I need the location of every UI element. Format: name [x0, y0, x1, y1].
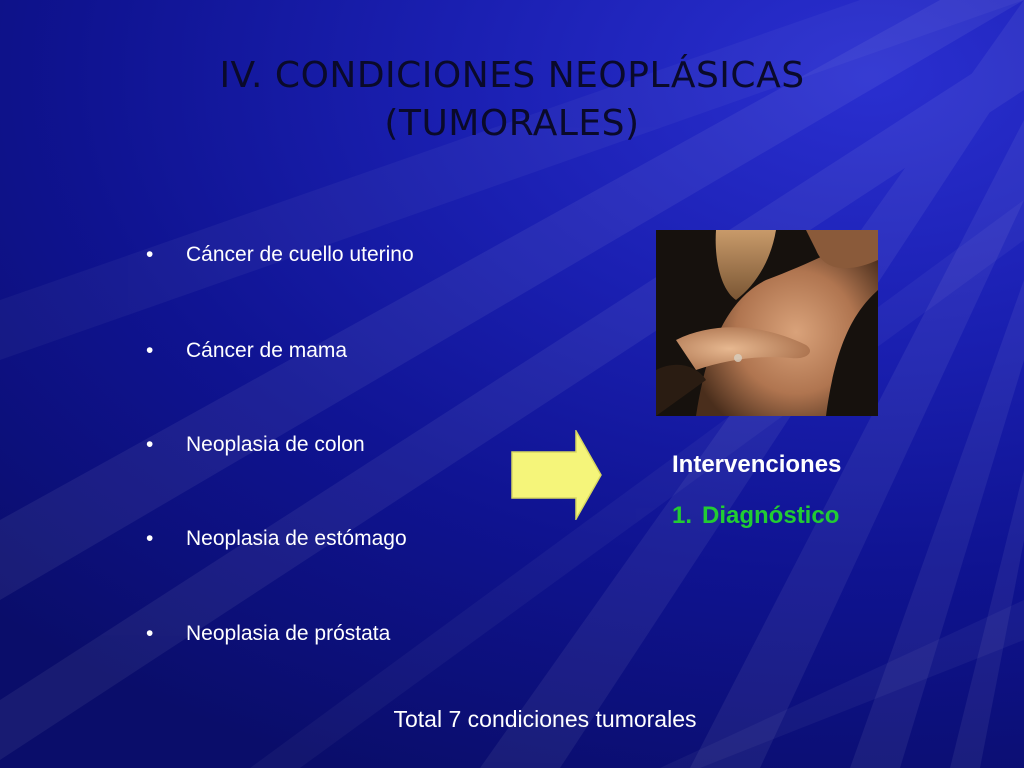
list-item-label: Neoplasia de próstata — [186, 622, 391, 645]
right-arrow-icon — [510, 430, 602, 520]
interventions-heading: Intervenciones — [672, 451, 842, 478]
list-item — [146, 621, 390, 647]
list-item — [146, 338, 347, 364]
list-item-label: Cáncer de cuello uterino — [186, 243, 414, 266]
list-item — [146, 526, 407, 552]
bullet-marker: • — [146, 339, 154, 362]
intervention-label: Diagnóstico — [702, 502, 840, 529]
breast-exam-photo — [656, 230, 878, 416]
intervention-number: 1. — [672, 502, 693, 529]
bullet-marker: • — [146, 433, 154, 456]
bullet-marker: • — [146, 527, 154, 550]
list-item-label: Cáncer de mama — [186, 339, 348, 362]
slide-title — [100, 52, 924, 148]
list-item-label: Neoplasia de colon — [186, 433, 365, 456]
footer-total: Total 7 condiciones tumorales — [393, 706, 697, 732]
list-item-label: Neoplasia de estómago — [186, 527, 407, 550]
bullet-marker: • — [146, 622, 154, 645]
list-item — [146, 242, 414, 268]
list-item — [146, 432, 365, 458]
slide-title-line-1: IV. CONDICIONES NEOPLÁSICAS — [219, 55, 805, 96]
bullet-marker: • — [146, 243, 154, 266]
slide-title-line-2: (TUMORALES) — [384, 103, 640, 144]
intervention-item — [672, 501, 839, 531]
